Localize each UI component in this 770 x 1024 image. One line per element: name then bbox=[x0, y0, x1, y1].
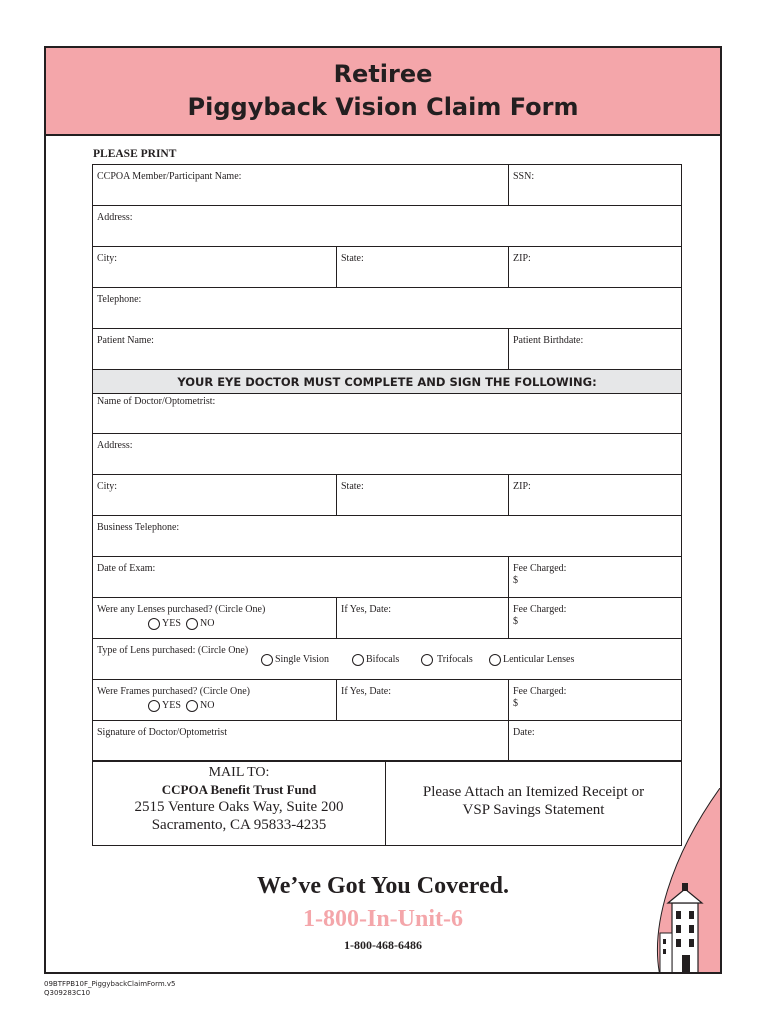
mail-street: 2515 Venture Oaks Way, Suite 200 bbox=[134, 799, 344, 815]
lens-lenticular-option[interactable] bbox=[489, 654, 574, 666]
exam-fee-dollar: $ bbox=[513, 575, 518, 586]
member-telephone-label: Telephone: bbox=[97, 294, 142, 305]
mail-to-label: MAIL TO: bbox=[208, 765, 270, 780]
attach-line1: Please Attach an Itemized Receipt or bbox=[422, 784, 645, 800]
mail-to-box bbox=[92, 760, 682, 846]
doctor-name-field[interactable] bbox=[93, 394, 681, 433]
frames-yes-label: YES bbox=[162, 700, 181, 711]
lenses-purchased-field bbox=[93, 598, 336, 638]
footer-codes bbox=[44, 980, 176, 998]
frames-no-label: NO bbox=[200, 700, 215, 711]
frames-purchased-label: Were Frames purchased? (Circle One) bbox=[97, 686, 251, 697]
trifocals-circle[interactable] bbox=[421, 654, 433, 666]
frames-row bbox=[93, 680, 681, 721]
lenses-no-option[interactable] bbox=[186, 618, 214, 630]
patient-name-field[interactable] bbox=[93, 329, 508, 369]
doctor-name-row bbox=[93, 394, 681, 434]
lenses-no-label: NO bbox=[200, 618, 215, 629]
exam-row bbox=[93, 557, 681, 598]
frames-fee-label: Fee Charged: bbox=[513, 686, 567, 697]
attach-receipt-note bbox=[386, 761, 681, 845]
attach-line2: VSP Savings Statement bbox=[462, 802, 605, 818]
lenticular-circle[interactable] bbox=[489, 654, 501, 666]
footer-form-code: 09BTFPB10F_PiggybackClaimForm.v5 bbox=[44, 980, 176, 988]
bifocals-label: Bifocals bbox=[366, 654, 400, 665]
lenses-fee-dollar: $ bbox=[513, 616, 518, 627]
lenses-yes-label: YES bbox=[162, 618, 181, 629]
date-of-exam-label: Date of Exam: bbox=[97, 563, 156, 574]
business-telephone-row bbox=[93, 516, 681, 557]
claim-form-grid bbox=[92, 164, 682, 762]
lenses-yes-circle[interactable] bbox=[148, 618, 160, 630]
lenses-purchased-label: Were any Lenses purchased? (Circle One) bbox=[97, 604, 266, 615]
frames-fee-field[interactable] bbox=[508, 680, 681, 720]
form-frame bbox=[44, 46, 722, 974]
signature-date-label: Date: bbox=[513, 727, 535, 738]
member-state-label: State: bbox=[341, 253, 364, 264]
form-title-line1: Retiree bbox=[333, 60, 433, 88]
signature-row bbox=[93, 721, 681, 761]
business-telephone-field[interactable] bbox=[93, 516, 681, 556]
doctor-address-field[interactable] bbox=[93, 434, 681, 474]
patient-birthdate-field[interactable] bbox=[508, 329, 681, 369]
doctor-address-row bbox=[93, 434, 681, 475]
doctor-signature-label: Signature of Doctor/Optometrist bbox=[97, 727, 227, 738]
member-city-row bbox=[93, 247, 681, 288]
lenses-fee-label: Fee Charged: bbox=[513, 604, 567, 615]
ssn-label: SSN: bbox=[513, 171, 535, 182]
member-telephone-field[interactable] bbox=[93, 288, 681, 328]
member-address-field[interactable] bbox=[93, 206, 681, 246]
form-title-line2: Piggyback Vision Claim Form bbox=[187, 93, 579, 121]
single-vision-label: Single Vision bbox=[275, 654, 329, 665]
lens-bifocals-option[interactable] bbox=[352, 654, 399, 666]
doctor-city-row bbox=[93, 475, 681, 516]
slogan: We’ve Got You Covered. bbox=[257, 873, 509, 899]
phone-number: 1-800-468-6486 bbox=[344, 938, 422, 952]
doctor-city-field[interactable] bbox=[93, 475, 336, 515]
doctor-address-label: Address: bbox=[97, 440, 133, 451]
please-print-label: PLEASE PRINT bbox=[93, 148, 177, 160]
doctor-state-label: State: bbox=[341, 481, 364, 492]
member-name-row bbox=[93, 165, 681, 206]
doctor-signature-field[interactable] bbox=[93, 721, 508, 761]
frames-date-field[interactable] bbox=[336, 680, 508, 720]
patient-row bbox=[93, 329, 681, 370]
member-address-row bbox=[93, 206, 681, 247]
bifocals-circle[interactable] bbox=[352, 654, 364, 666]
member-name-field[interactable] bbox=[93, 165, 508, 205]
single-vision-circle[interactable] bbox=[261, 654, 273, 666]
signature-date-field[interactable] bbox=[508, 721, 681, 761]
footer-print-code: Q309283C10 bbox=[44, 989, 91, 997]
frames-no-option[interactable] bbox=[186, 700, 214, 712]
lenses-row bbox=[93, 598, 681, 639]
member-address-label: Address: bbox=[97, 212, 133, 223]
member-city-field[interactable] bbox=[93, 247, 336, 287]
vanity-phone: 1-800-In-Unit-6 bbox=[303, 906, 463, 932]
lens-single-vision-option[interactable] bbox=[261, 654, 329, 666]
member-telephone-row bbox=[93, 288, 681, 329]
business-telephone-label: Business Telephone: bbox=[97, 522, 180, 533]
lenses-date-label: If Yes, Date: bbox=[341, 604, 391, 615]
lenses-date-field[interactable] bbox=[336, 598, 508, 638]
doctor-zip-label: ZIP: bbox=[513, 481, 531, 492]
member-city-label: City: bbox=[97, 253, 118, 264]
doctor-state-field[interactable] bbox=[336, 475, 508, 515]
frames-no-circle[interactable] bbox=[186, 700, 198, 712]
date-of-exam-field[interactable] bbox=[93, 557, 508, 597]
member-zip-label: ZIP: bbox=[513, 253, 531, 264]
form-header bbox=[46, 48, 720, 136]
lenses-yes-option[interactable] bbox=[148, 618, 181, 630]
frames-fee-dollar: $ bbox=[513, 698, 518, 709]
mail-org: CCPOA Benefit Trust Fund bbox=[161, 782, 317, 797]
mail-city: Sacramento, CA 95833-4235 bbox=[151, 817, 327, 833]
doctor-section-heading: YOUR EYE DOCTOR MUST COMPLETE AND SIGN THE FOLLOWING: bbox=[93, 370, 681, 394]
frames-yes-circle[interactable] bbox=[148, 700, 160, 712]
lens-trifocals-option[interactable] bbox=[421, 654, 473, 666]
lenses-no-circle[interactable] bbox=[186, 618, 198, 630]
patient-name-label: Patient Name: bbox=[97, 335, 154, 346]
doctor-zip-field[interactable] bbox=[508, 475, 681, 515]
exam-fee-label: Fee Charged: bbox=[513, 563, 567, 574]
exam-fee-field[interactable] bbox=[508, 557, 681, 597]
mail-address-block bbox=[93, 761, 386, 845]
member-name-label: CCPOA Member/Participant Name: bbox=[97, 171, 242, 182]
lenticular-label: Lenticular Lenses bbox=[503, 654, 575, 665]
patient-birthdate-label: Patient Birthdate: bbox=[513, 335, 584, 346]
doctor-name-label: Name of Doctor/Optometrist: bbox=[97, 396, 216, 407]
lens-type-field bbox=[93, 639, 681, 679]
ssn-field[interactable] bbox=[508, 165, 681, 205]
doctor-city-label: City: bbox=[97, 481, 118, 492]
member-zip-field[interactable] bbox=[508, 247, 681, 287]
member-state-field[interactable] bbox=[336, 247, 508, 287]
lens-type-label: Type of Lens purchased: (Circle One) bbox=[97, 645, 249, 656]
frames-purchased-field bbox=[93, 680, 336, 720]
frames-yes-option[interactable] bbox=[148, 700, 181, 712]
lens-type-row bbox=[93, 639, 681, 680]
trifocals-label: Trifocals bbox=[437, 654, 473, 665]
lenses-fee-field[interactable] bbox=[508, 598, 681, 638]
frames-date-label: If Yes, Date: bbox=[341, 686, 391, 697]
